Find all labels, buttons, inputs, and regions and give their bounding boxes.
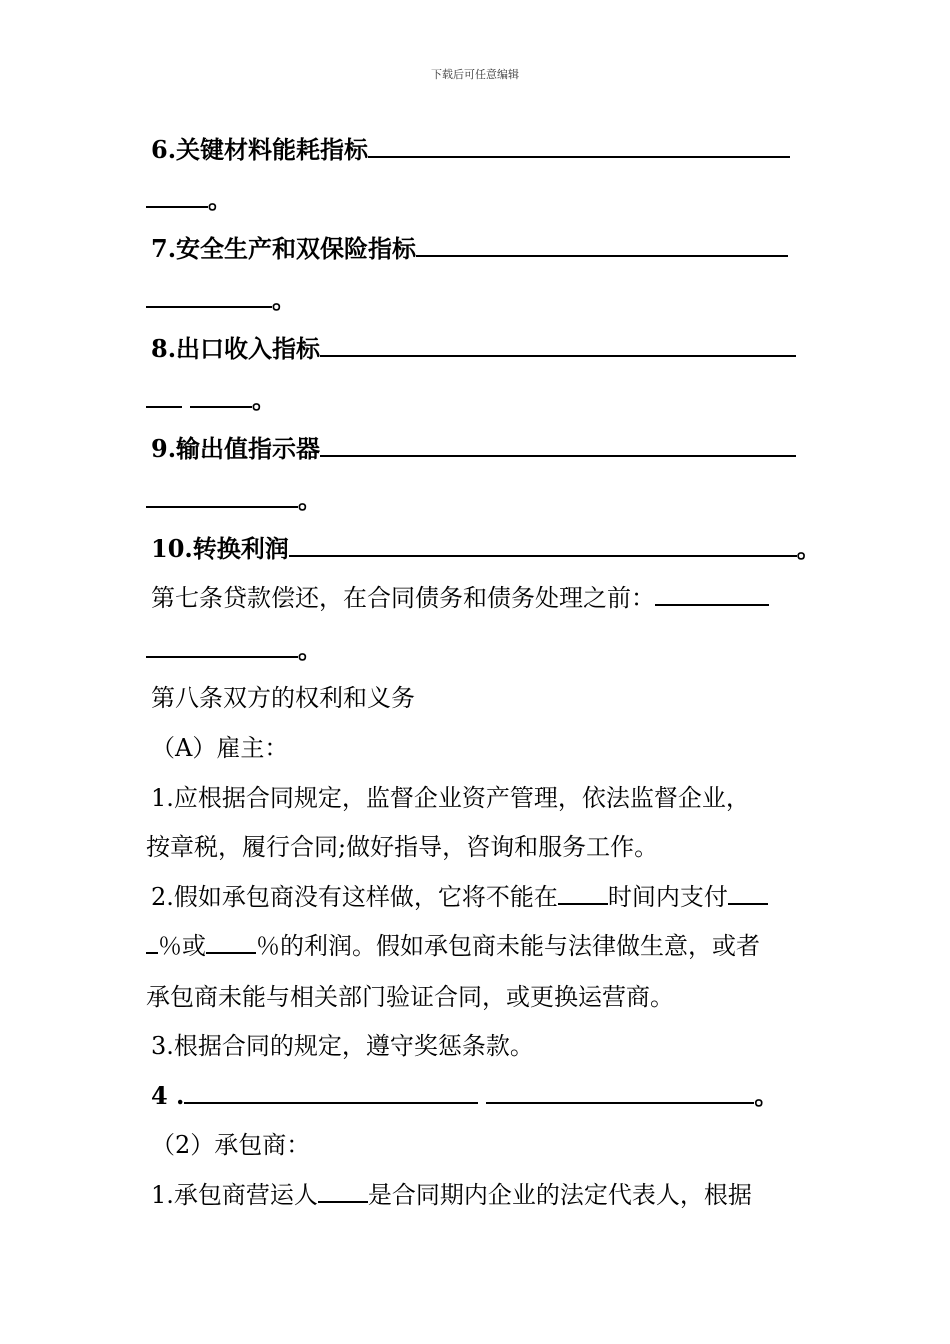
item-6-line-continued [146,183,810,217]
item-9-end: 。 [298,485,322,514]
item-9-line [146,432,810,466]
item-7-blank-continued [146,284,272,308]
party-a-clause-2-blank-c [146,930,158,954]
party-b-clause-1-text-a: 1.承包商营运人 [151,1181,318,1209]
item-10-end: 。 [796,534,821,563]
item-10-label: 10.转换利润 [151,534,289,563]
party-a-clause-2-blank-b [728,881,768,905]
item-7-end: 。 [272,285,296,314]
item-6-blank-continued [146,184,208,208]
party-a-clause-2-text-d: ％的利润。假如承包商未能与法律做生意，或者 [256,932,760,960]
item-8-label: 8.出口收入指标 [151,334,321,363]
item-7-line-continued [146,283,810,317]
party-a-clause-1 [146,781,810,815]
party-a-clause-1-text-continued: 按章税，履行合同;做好指导，咨询和服务工作。 [146,833,659,861]
item-7-blank [416,233,788,257]
party-a-clause-2-text-a: 2.假如承包商没有这样做，它将不能在 [151,883,558,911]
party-a-clause-2-blank-d [206,930,256,954]
item-10-line [146,532,821,566]
party-a-clause-1-text: 1.应根据合同规定，监督企业资产管理，依法监督企业， [151,784,750,812]
party-b-title: （2）承包商： [151,1131,311,1159]
item-6-line [146,133,810,167]
party-a-clause-2-end [146,980,810,1014]
party-a-clause-4-blank-b [486,1080,754,1104]
party-b-heading [146,1128,810,1162]
party-a-clause-3-text: 3.根据合同的规定，遵守奖惩条款。 [151,1032,534,1060]
item-7-label: 7.安全生产和双保险指标 [151,234,417,263]
item-8-end: 。 [252,385,276,414]
item-9-blank-continued [146,484,298,508]
party-a-clause-2-blank-a [558,881,608,905]
item-8-line [146,332,810,366]
item-9-line-continued [146,483,810,517]
article-7-line-continued [146,633,810,667]
party-a-clause-4-end: 。 [754,1081,779,1110]
party-a-clause-4-number: 4 . [151,1081,185,1110]
item-8-line-continued [146,383,810,417]
article-8-heading [146,681,810,715]
party-b-clause-1-text-b: 是合同期内企业的法定代表人，根据 [367,1181,752,1209]
party-a-clause-4 [146,1079,810,1113]
item-7-line [146,232,810,266]
party-a-clause-2-text-c: ％或 [158,932,206,960]
party-a-clause-2-continued [146,929,810,963]
party-a-clause-2-text-b: 时间内支付 [607,883,728,911]
party-a-clause-1-continued [146,830,810,864]
item-6-end: 。 [208,185,232,214]
party-b-clause-1-blank [318,1179,368,1203]
article-7-line [146,581,810,615]
article-7-blank-continued [146,634,298,658]
item-6-label: 6.关键材料能耗指标 [151,135,369,164]
item-8-blank-b [190,384,252,408]
item-9-label: 9.输出值指示器 [151,434,321,463]
party-a-clause-2 [146,880,810,914]
party-a-clause-2-text-e: 承包商未能与相关部门验证合同，或更换运营商。 [146,983,674,1011]
party-b-clause-1 [146,1178,810,1212]
item-9-blank [320,433,796,457]
article-7-text: 第七条贷款偿还，在合同债务和债务处理之前： [151,584,655,612]
party-a-heading [146,731,810,765]
party-a-clause-4-blank-a [184,1080,478,1104]
item-8-blank-a [146,384,182,408]
article-7-blank [655,582,769,606]
article-7-end: 。 [298,635,322,664]
item-6-blank [368,134,790,158]
article-8-title: 第八条双方的权利和义务 [151,684,415,712]
party-a-clause-3 [146,1029,810,1063]
party-a-title: （A）雇主： [151,734,289,762]
item-8-blank [320,333,796,357]
item-10-blank [289,533,797,557]
page-header: 下载后可任意编辑 [431,68,519,81]
